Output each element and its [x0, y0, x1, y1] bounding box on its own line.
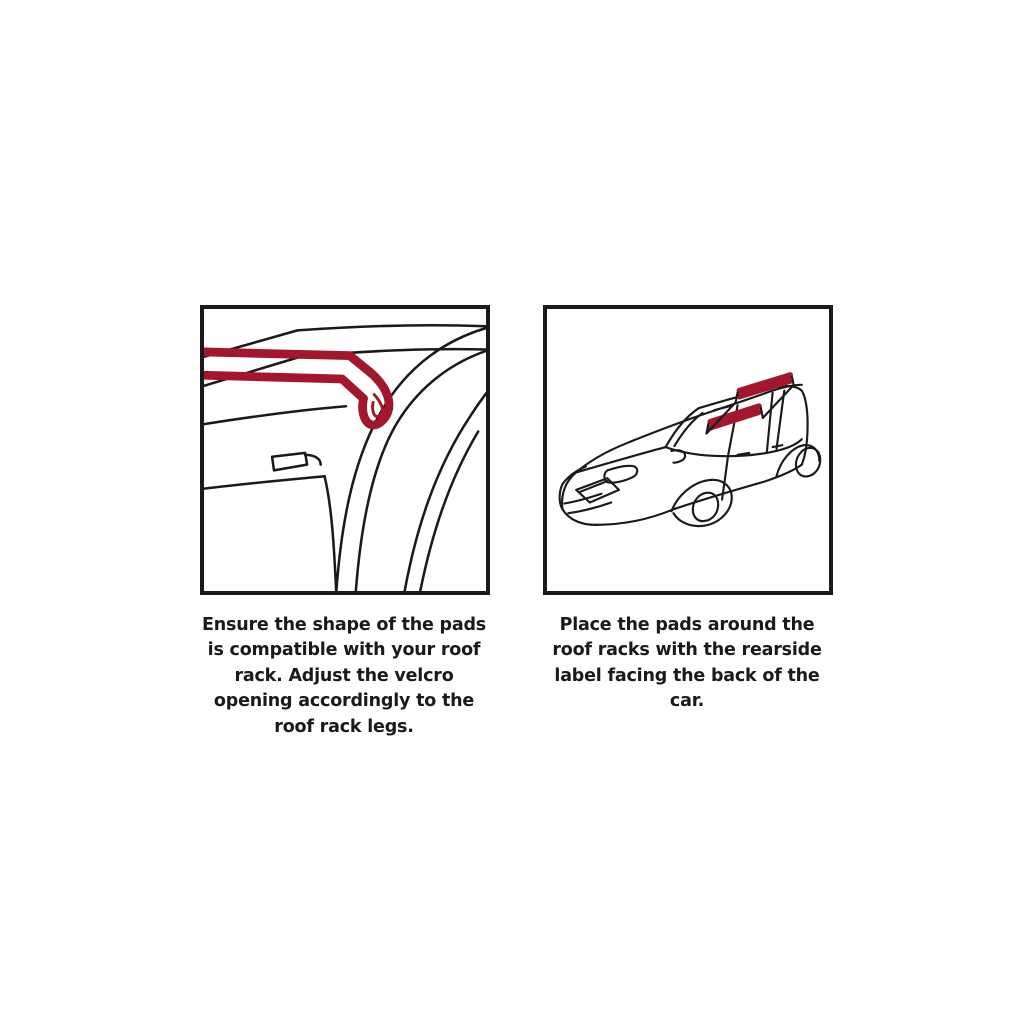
step-1-caption: Ensure the shape of the pads is compatible with your roof rack. Adjust the velcro opening accordingly to the roof rack legs.	[201, 615, 487, 737]
instruction-step-2	[543, 305, 839, 715]
step-1-image-frame	[200, 305, 490, 595]
step-2-image-frame	[543, 305, 833, 595]
instruction-step-1	[200, 305, 496, 740]
roof-rack-pad-shape-illustration	[204, 309, 486, 591]
step-2-caption: Place the pads around the roof racks with the rearside label facing the back of the car.	[552, 615, 822, 712]
car-with-roof-pads-illustration	[547, 309, 829, 591]
